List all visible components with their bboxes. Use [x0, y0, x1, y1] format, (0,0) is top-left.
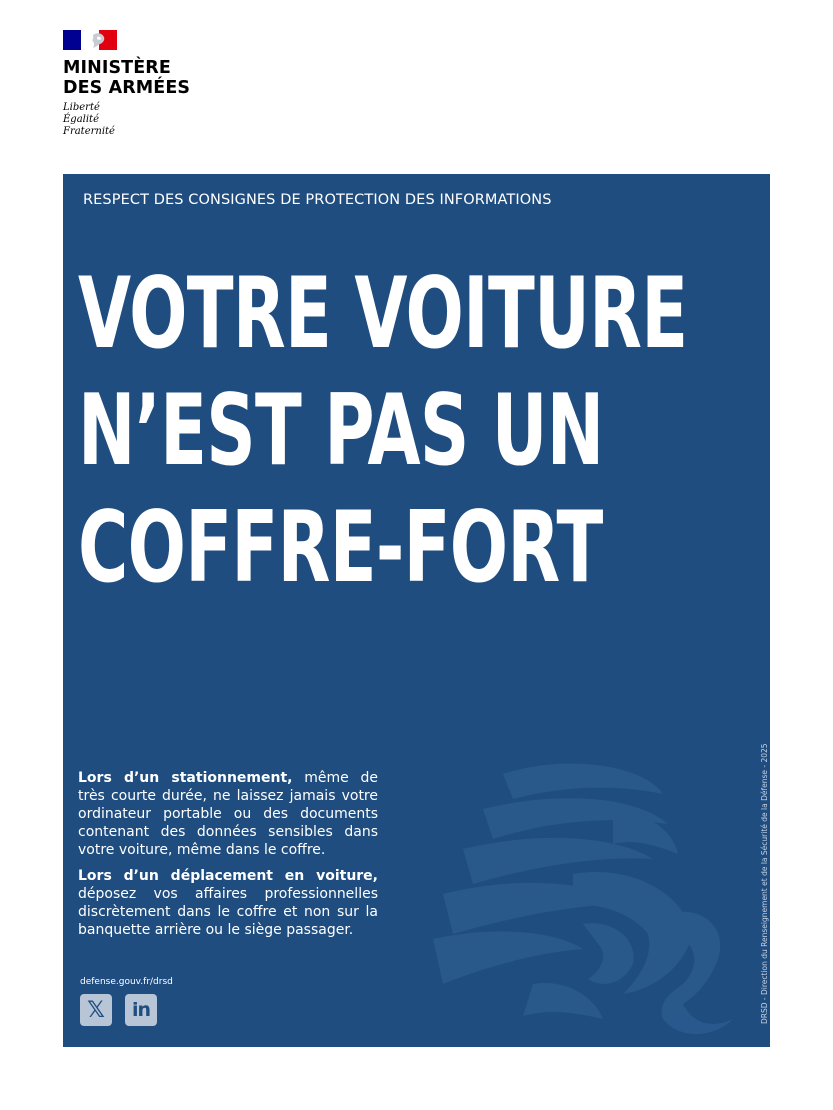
paragraph-parking [78, 769, 378, 859]
marianne-flag-icon [63, 30, 117, 50]
paragraph-parking-text: même de très courte durée, ne laissez jamais votre ordinateur portable ou des documents contenant des données sensibles dans votre voiture, même dans le coffre. [78, 770, 378, 858]
lion-emblem-icon [413, 754, 743, 1034]
social-links [80, 994, 157, 1026]
ministry-line-1: MINISTÈRE [63, 58, 171, 78]
headline-line-2: N’EST PAS UN [78, 374, 604, 488]
headline-line-3: COFFRE-FORT [78, 491, 603, 605]
x-icon[interactable]: 𝕏 [80, 994, 112, 1026]
republic-motto [63, 102, 190, 138]
ministry-line-2: DES ARMÉES [63, 78, 191, 98]
poster-body [78, 769, 378, 947]
poster-panel [63, 174, 770, 1047]
motto-egalite: Égalité [63, 114, 99, 125]
website-link[interactable]: defense.gouv.fr/drsd [80, 977, 173, 987]
motto-fraternite: Fraternité [63, 126, 115, 137]
poster-headline [78, 256, 688, 607]
poster-kicker: RESPECT DES CONSIGNES DE PROTECTION DES INFORMATIONS [83, 192, 552, 208]
headline-line-1: VOTRE VOITURE [78, 257, 688, 371]
paragraph-driving-text: déposez vos affaires professionnelles discrètement dans le coffre et non sur la banquette arrière ou le siège passager. [78, 886, 378, 938]
ministry-name [63, 58, 190, 98]
motto-liberte: Liberté [63, 102, 100, 113]
ministry-logo [63, 30, 190, 138]
linkedin-icon[interactable]: in [125, 994, 157, 1026]
paragraph-parking-lead: Lors d’un stationnement, [78, 770, 293, 786]
credit-line: DRSD - Direction du Renseignement et de la Sécurité de la Défense - 2025 [760, 743, 769, 1024]
paragraph-driving [78, 867, 378, 939]
paragraph-driving-lead: Lors d’un déplacement en voiture, [78, 868, 378, 884]
